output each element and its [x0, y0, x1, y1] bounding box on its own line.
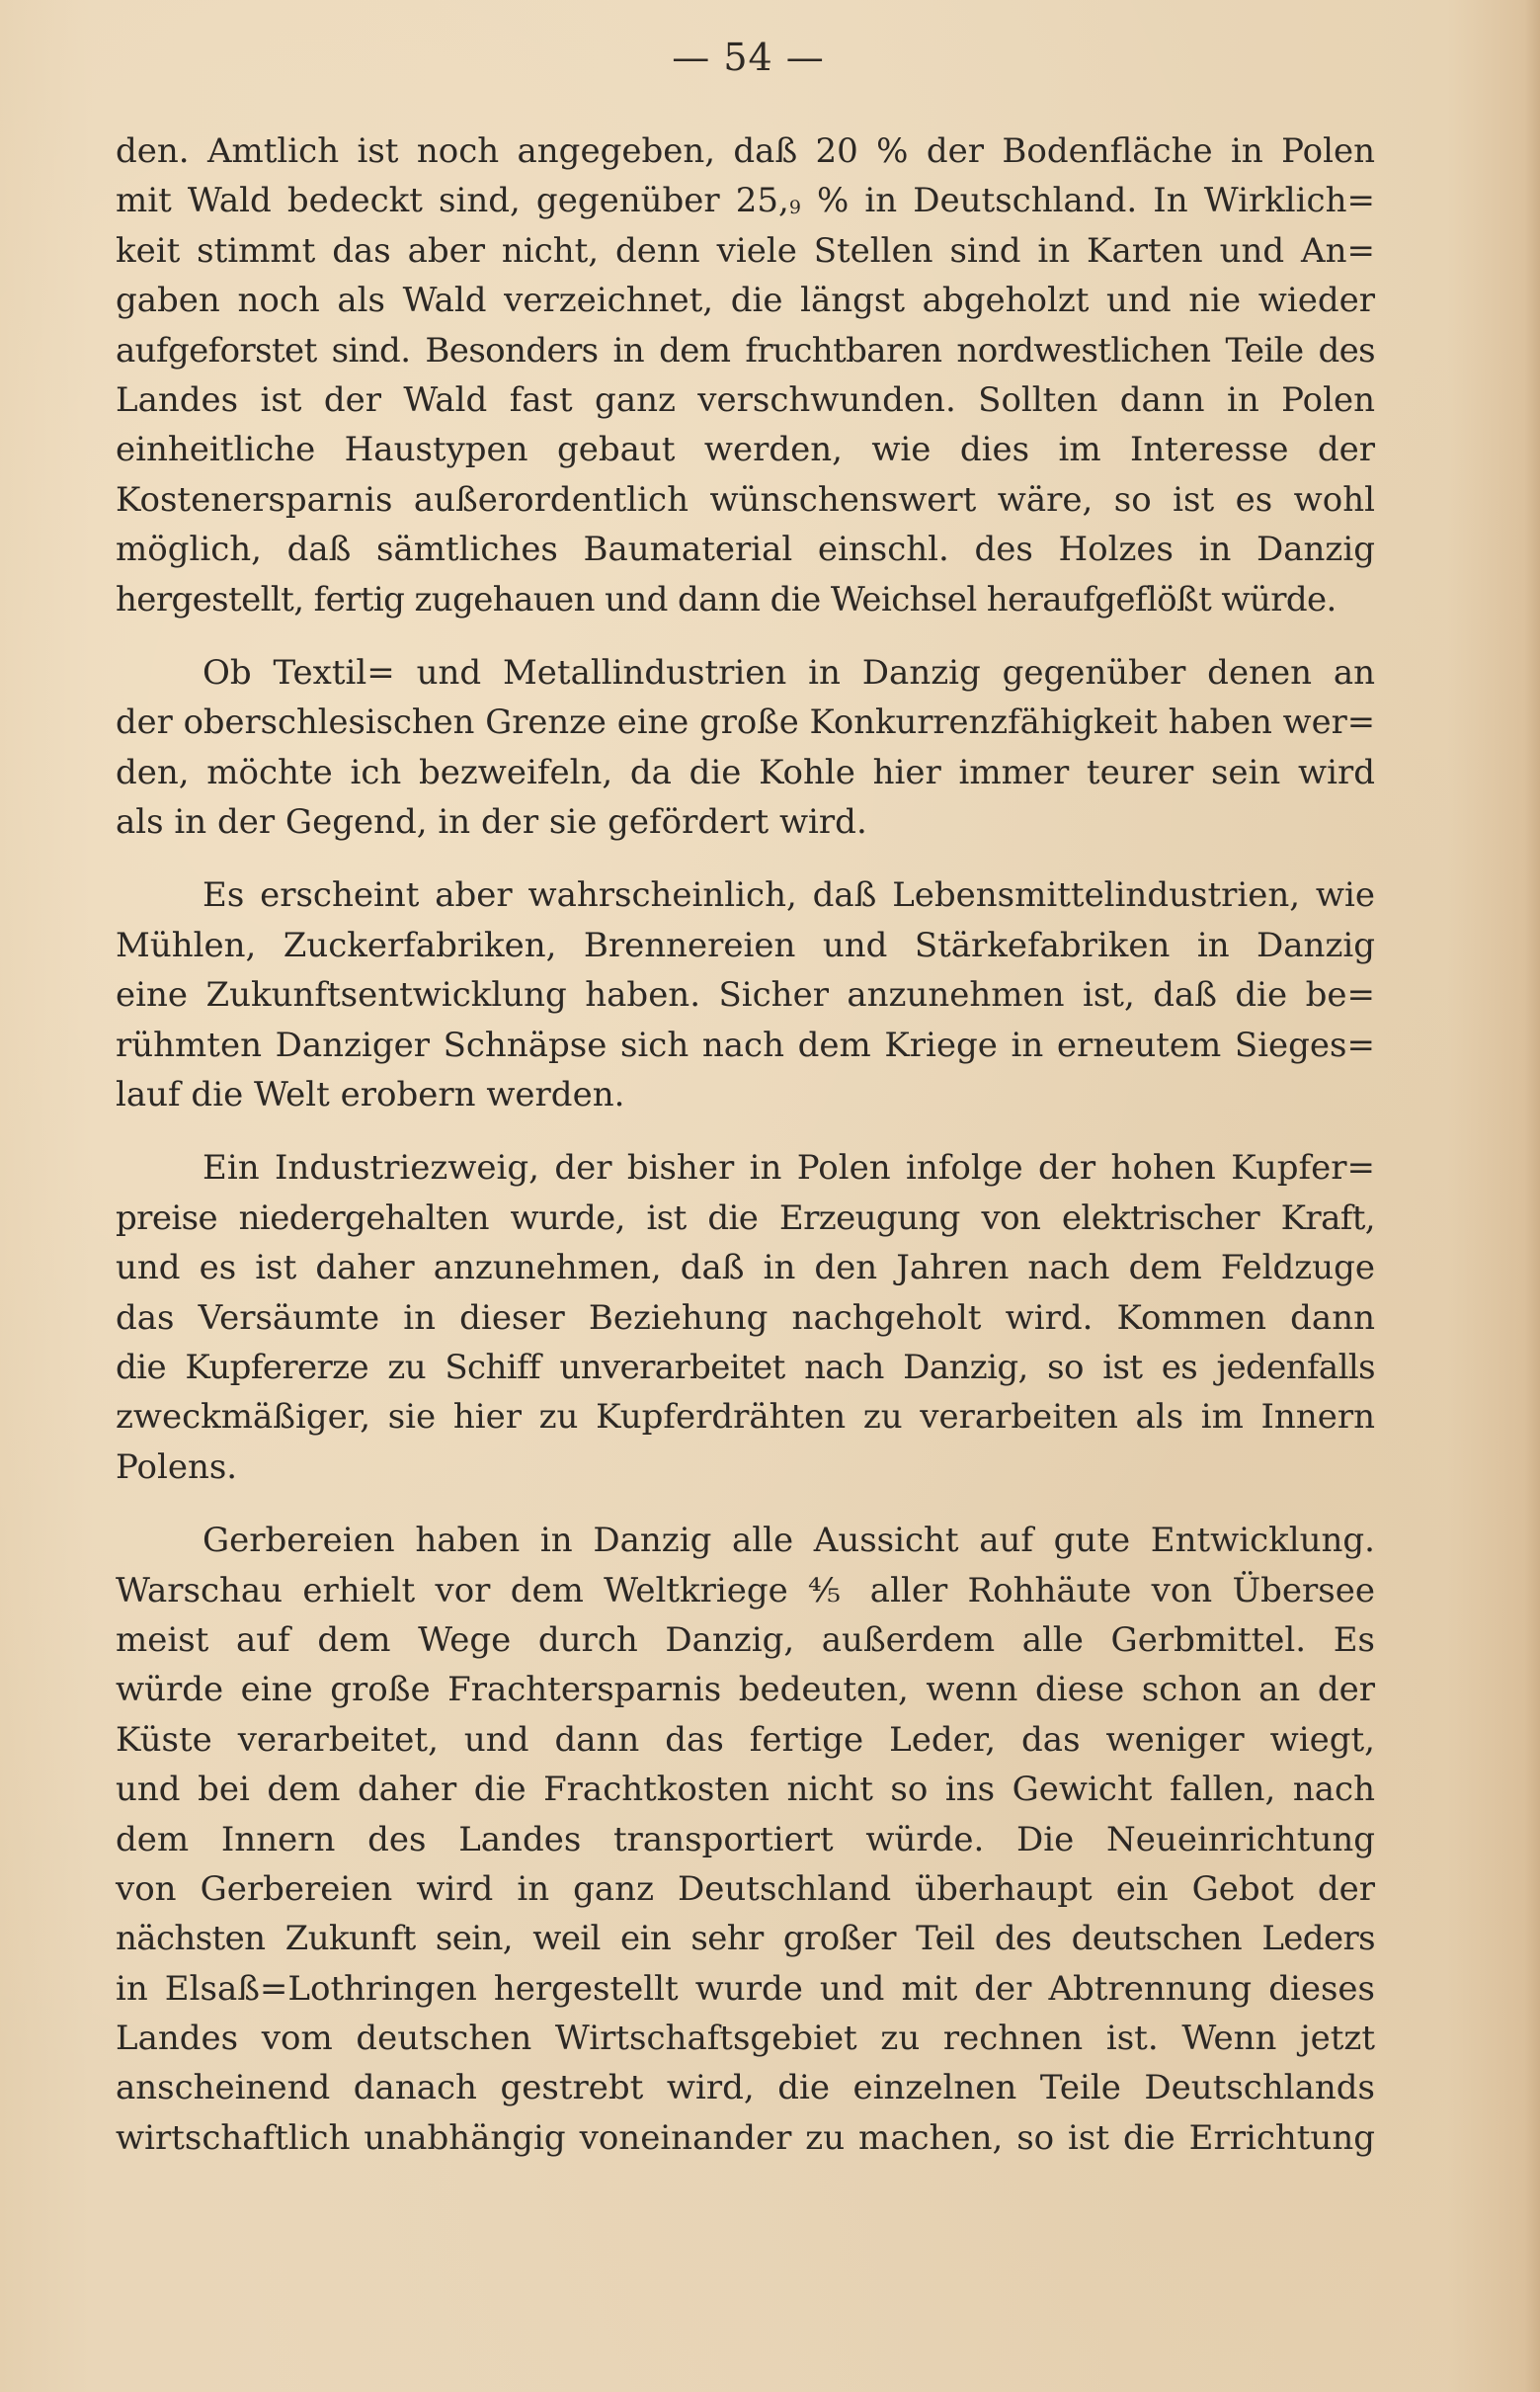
text-line: anscheinend danach gestrebt wird, die einzelnen Teile Deutschlands — [116, 2068, 1375, 2108]
text-line: Polens. — [116, 1446, 238, 1487]
text-line: keit stimmt das aber nicht, denn viele Stellen sind in Karten und An= — [116, 230, 1375, 271]
paragraph-3 — [116, 870, 1375, 1119]
text-line: gaben noch als Wald verzeichnet, die längst abgeholzt und nie wieder — [116, 281, 1375, 321]
text-line: Mühlen, Zuckerfabriken, Brennereien und Stärkefabriken in Danzig — [116, 925, 1375, 965]
paragraph-gap — [116, 624, 1375, 648]
paragraph-gap — [116, 847, 1375, 870]
text-line: die Kupfererze zu Schiff unverarbeitet nach Danzig, so ist es jedenfalls — [116, 1347, 1375, 1387]
text-line: den, möchte ich bezweifeln, da die Kohle hier immer teurer sein wird — [116, 752, 1375, 792]
text-line: meist auf dem Wege durch Danzig, außerdem alle Gerbmittel. Es — [116, 1619, 1375, 1660]
text-line: einheitliche Haustypen gebaut werden, wie dies im Interesse der — [116, 430, 1375, 470]
text-line: als in der Gegend, in der sie gefördert wird. — [116, 802, 867, 843]
text-line: den. Amtlich ist noch angegeben, daß 20 % der Bodenfläche in Polen — [116, 131, 1375, 171]
page-number: — 54 — — [672, 36, 825, 79]
superscript-digit: 9 — [788, 197, 801, 219]
text-line: Es erscheint aber wahrscheinlich, daß Lebensmittelindustrien, wie — [203, 875, 1375, 916]
text-line: und es ist daher anzunehmen, daß in den Jahren nach dem Feldzuge — [116, 1248, 1375, 1288]
text-segment: mit Wald bedeckt sind, gegenüber 25, — [116, 181, 789, 221]
paragraph-4 — [116, 1143, 1375, 1492]
text-line: Landes vom deutschen Wirtschaftsgebiet zu rechnen ist. Wenn jetzt — [116, 2019, 1375, 2059]
text-line: wirtschaftlich unabhängig voneinander zu machen, so ist die Errichtung — [116, 2117, 1375, 2158]
text-line: der oberschlesischen Grenze eine große Konkurrenzfähigkeit haben wer= — [116, 702, 1376, 743]
text-line: rühmten Danziger Schnäpse sich nach dem Kriege in erneutem Sieges= — [116, 1025, 1375, 1065]
text-line: Warschau erhielt vor dem Weltkriege ⅘ aller Rohhäute von Übersee — [116, 1570, 1375, 1610]
text-line: in Elsaß=Lothringen hergestellt wurde und mit der Abtrennung dieses — [116, 1968, 1375, 2009]
text-line: und bei dem daher die Frachtkosten nicht so ins Gewicht fallen, nach — [116, 1770, 1375, 1810]
paragraph-gap — [116, 1492, 1375, 1516]
text-segment: % in Deutschland. In Wirklich= — [800, 181, 1375, 221]
text-line: Landes ist der Wald fast ganz verschwunden. Sollten dann in Polen — [116, 379, 1375, 420]
text-line: preise niedergehalten wurde, ist die Erzeugung von elektrischer Kraft, — [116, 1197, 1375, 1238]
text-line: würde eine große Frachtersparnis bedeuten, wenn diese schon an der — [116, 1670, 1375, 1710]
text-line: nächsten Zukunft sein, weil ein sehr großer Teil des deutschen Leders — [116, 1919, 1375, 1959]
text-line: das Versäumte in dieser Beziehung nachgeholt wird. Kommen dann — [116, 1297, 1375, 1338]
paragraph-gap — [116, 1119, 1375, 1143]
body-text — [116, 126, 1375, 2163]
text-line: Ob Textil= und Metallindustrien in Danzig gegenüber denen an — [203, 652, 1375, 693]
text-line: hergestellt, fertig zugehauen und dann die Weichsel heraufgeflößt würde. — [116, 579, 1337, 619]
text-line: Küste verarbeitet, und dann das fertige Leder, das weniger wiegt, — [116, 1719, 1375, 1760]
text-line: dem Innern des Landes transportiert würde. Die Neueinrichtung — [116, 1819, 1375, 1859]
text-line: eine Zukunftsentwicklung haben. Sicher anzunehmen ist, daß die be= — [116, 975, 1375, 1016]
text-line: Ein Industriezweig, der bisher in Polen infolge der hohen Kupfer= — [203, 1148, 1375, 1189]
text-line — [116, 176, 1375, 225]
text-line: von Gerbereien wird in ganz Deutschland überhaupt ein Gebot der — [116, 1868, 1375, 1909]
text-line: Gerbereien haben in Danzig alle Aussicht auf gute Entwicklung. — [203, 1521, 1375, 1561]
text-line: lauf die Welt erobern werden. — [116, 1075, 625, 1115]
paragraph-2 — [116, 648, 1375, 848]
paragraph-5 — [116, 1516, 1375, 2163]
paragraph-1 — [116, 126, 1375, 624]
text-line: möglich, daß sämtliches Baumaterial einschl. des Holzes in Danzig — [116, 530, 1375, 570]
text-line: Kostenersparnis außerordentlich wünschenswert wäre, so ist es wohl — [116, 479, 1375, 520]
text-line: aufgeforstet sind. Besonders in dem fruchtbaren nordwestlichen Teile des — [116, 330, 1375, 371]
text-line: zweckmäßiger, sie hier zu Kupferdrähten zu verarbeiten als im Innern — [116, 1397, 1375, 1438]
